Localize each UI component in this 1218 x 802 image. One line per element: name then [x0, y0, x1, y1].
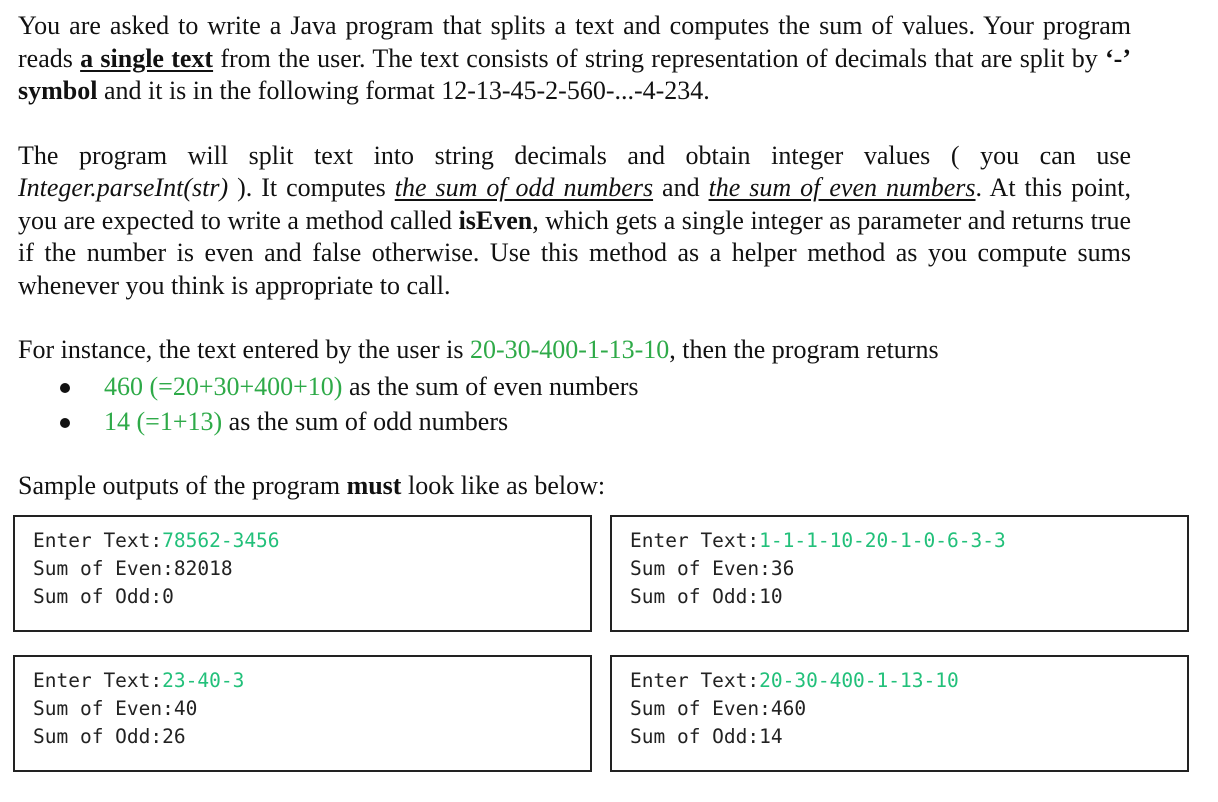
must-emphasis: must	[346, 470, 402, 500]
enter-text-line	[630, 667, 1187, 695]
sample-output-box-2	[610, 515, 1189, 632]
even-sum-line	[630, 555, 1187, 583]
method-paragraph	[18, 140, 1131, 303]
method-text-5: , which gets a single integer as parameter and returns true if the number is even and false otherwise. Use this method as a helper method as you compute sums whenever you think is appropriate to call.	[18, 205, 1131, 300]
example-result-list	[18, 369, 1131, 439]
even-sum-value: 460 (=20+30+400+10)	[104, 371, 343, 401]
odd-sum-label: Sum of Odd:	[630, 585, 760, 608]
odd-sum-result: 26	[162, 725, 186, 748]
even-sum-label: Sum of Even:	[33, 557, 174, 580]
odd-sum-result: 14	[759, 725, 783, 748]
entered-text: 20-30-400-1-13-10	[759, 669, 959, 692]
enter-text-label: Enter Text:	[630, 669, 760, 692]
symbol-emphasis: ‘-’ symbol	[18, 43, 1131, 105]
enter-text-label: Enter Text:	[33, 529, 163, 552]
even-sum-line	[33, 695, 590, 723]
sample-intro-paragraph	[18, 470, 1131, 503]
even-sum-result: 40	[173, 697, 198, 720]
sample-text-2: look like as below:	[401, 470, 606, 500]
even-sum-label: Sum of Even:	[630, 557, 771, 580]
sample-output-box-4	[610, 655, 1189, 772]
sum-even-emphasis: the sum of even numbers	[708, 173, 976, 202]
method-text-3: and	[653, 173, 709, 202]
method-text-4: . At this point, you are expected to write a method called	[18, 173, 1132, 235]
method-text-2: ). It computes	[228, 173, 395, 202]
odd-sum-desc: as the sum of odd numbers	[222, 406, 509, 436]
enter-text-label: Enter Text:	[33, 669, 163, 692]
intro-text-2: from the user. The text consists of string representation of decimals that are split by	[213, 43, 1106, 73]
example-text-2: , then the program returns	[669, 335, 939, 364]
enter-text-line	[33, 667, 590, 695]
even-sum-desc: as the sum of even numbers	[342, 371, 639, 401]
odd-sum-line	[33, 583, 590, 611]
even-sum-result: 82018	[173, 557, 233, 580]
bullet-icon	[60, 383, 70, 393]
sample-output-box-1	[13, 515, 592, 632]
even-sum-result: 460	[770, 697, 807, 720]
assignment-document	[18, 10, 1131, 502]
intro-text-1: You are asked to write a Java program that splits a text and computes the sum of values. Your program reads	[18, 11, 1131, 73]
enter-text-line	[630, 527, 1187, 555]
odd-sum-label: Sum of Odd:	[33, 585, 163, 608]
enter-text-line	[33, 527, 590, 555]
parse-int-reference: Integer.parseInt(str)	[18, 173, 229, 202]
odd-sum-line	[33, 723, 590, 751]
even-sum-line	[630, 695, 1187, 723]
even-sum-line	[33, 555, 590, 583]
list-item	[18, 369, 1131, 404]
is-even-method-name: isEven	[458, 205, 533, 235]
odd-sum-result: 0	[162, 585, 174, 608]
even-sum-result: 36	[770, 557, 795, 580]
example-input: 20-30-400-1-13-10	[469, 335, 670, 364]
entered-text: 23-40-3	[162, 669, 245, 692]
example-paragraph	[18, 334, 1131, 367]
odd-sum-line	[630, 723, 1187, 751]
odd-sum-value: 14 (=1+13)	[104, 406, 223, 436]
even-sum-label: Sum of Even:	[33, 697, 174, 720]
even-sum-label: Sum of Even:	[630, 697, 771, 720]
odd-sum-label: Sum of Odd:	[33, 725, 163, 748]
intro-text-3: and it is in the following format 12-13-45-2-560-...-4-234.	[97, 76, 710, 105]
example-text-1: For instance, the text entered by the user is	[18, 335, 470, 364]
intro-paragraph	[18, 10, 1131, 108]
odd-sum-label: Sum of Odd:	[630, 725, 760, 748]
sample-output-box-3	[13, 655, 592, 772]
single-text-emphasis: a single text	[80, 43, 214, 73]
bullet-icon	[60, 418, 70, 428]
sample-text-1: Sample outputs of the program	[18, 470, 347, 500]
odd-sum-result: 10	[759, 585, 783, 608]
method-text-1: The program will split text into string decimals and obtain integer values ( you can use	[18, 140, 1131, 170]
enter-text-label: Enter Text:	[630, 529, 760, 552]
entered-text: 78562-3456	[162, 529, 280, 552]
odd-sum-line	[630, 583, 1187, 611]
list-item	[18, 404, 1131, 439]
entered-text: 1-1-1-10-20-1-0-6-3-3	[759, 529, 1006, 552]
sum-odd-emphasis: the sum of odd numbers	[394, 173, 654, 202]
